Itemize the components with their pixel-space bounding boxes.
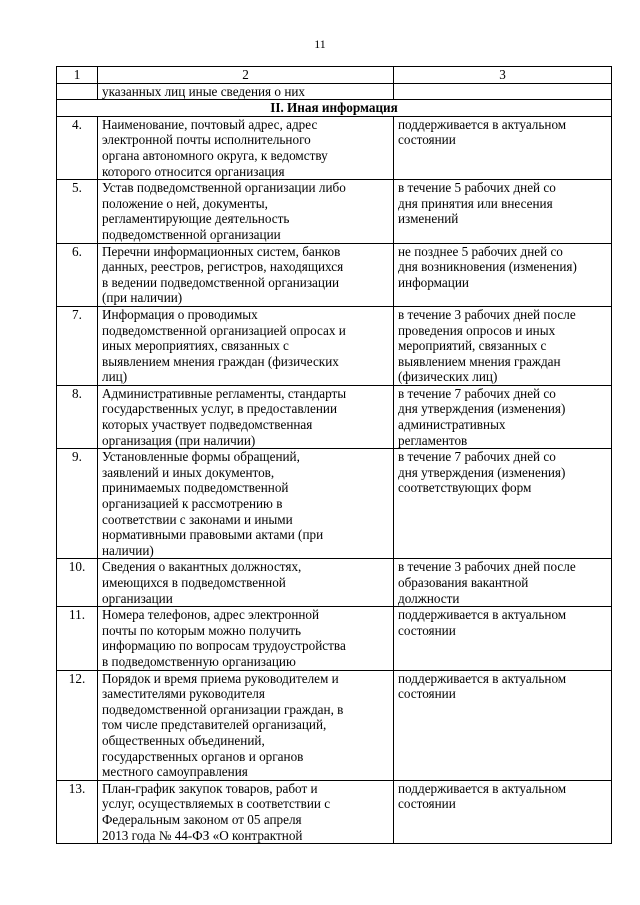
table-row (57, 116, 612, 179)
row-term (394, 306, 612, 385)
row-term (394, 180, 612, 243)
header-col-3: 3 (394, 67, 612, 84)
description-line: услуг, осуществляемых в соответствии с (102, 796, 331, 812)
header-col-1: 1 (57, 67, 98, 84)
description-line: наличии) (102, 542, 154, 558)
description-line: информацию по вопросам трудоустройства (102, 638, 346, 654)
term-line: состоянии (398, 622, 456, 638)
row-description (98, 670, 394, 780)
description-line: имеющихся в подведомственной (102, 575, 286, 590)
description-line: организации (102, 590, 173, 606)
table-row (57, 780, 612, 843)
row-number: 4. (57, 116, 98, 179)
term-line: в течение 3 рабочих дней после (398, 306, 576, 322)
term-line: не позднее 5 рабочих дней со (398, 243, 563, 259)
term-line: регламентов (398, 432, 468, 448)
row-number: 13. (57, 780, 98, 843)
description-line: почты по которым можно получить (102, 622, 302, 638)
description-line: 2013 года № 44-ФЗ «О контрактной (102, 827, 303, 843)
term-line: поддерживается в актуальном (398, 780, 567, 796)
continuation-term-cell (394, 83, 612, 100)
description-line: Административные регламенты, стандарты (102, 385, 347, 401)
description-line: Информация о проводимых (102, 306, 258, 322)
row-number: 7. (57, 306, 98, 385)
description-line: Наименование, почтовый адрес, адрес (102, 116, 318, 132)
row-number: 11. (57, 607, 98, 670)
description-line: Сведения о вакантных должностях, (102, 559, 302, 575)
description-line: в ведении подведомственной организации (102, 274, 340, 290)
description-line: которого относится организация (102, 163, 285, 179)
description-line: заместителями руководителя (102, 686, 265, 702)
description-line: заявлений и иных документов, (102, 464, 275, 480)
description-line: данных, реестров, регистров, находящихся (102, 259, 344, 275)
continuation-row (57, 83, 612, 100)
row-number: 10. (57, 559, 98, 607)
term-line: состоянии (398, 132, 456, 148)
row-description (98, 306, 394, 385)
term-line: образования вакантной (398, 575, 529, 590)
description-line: местного самоуправления (102, 764, 248, 780)
term-line: дня утверждения (изменения) (398, 401, 566, 417)
row-term (394, 607, 612, 670)
description-line: подведомственной организации (102, 226, 281, 242)
row-number: 5. (57, 180, 98, 243)
description-line: План-график закупок товаров, работ и (102, 780, 318, 796)
term-line: поддерживается в актуальном (398, 116, 567, 132)
description-line: регламентирующие деятельность (102, 211, 290, 227)
page-number: 11 (314, 37, 326, 51)
row-description (98, 180, 394, 243)
description-line: лиц) (102, 369, 128, 385)
row-term (394, 449, 612, 559)
term-line: административных (398, 417, 506, 433)
term-line: дня принятия или внесения (398, 195, 553, 211)
table-row (57, 607, 612, 670)
table-row (57, 385, 612, 448)
continuation-text: указанных лиц иные сведения о них (98, 83, 394, 100)
description-line: Федеральным законом от 05 апреля (102, 811, 302, 827)
header-col-2: 2 (98, 67, 394, 84)
term-line: соответствующих форм (398, 480, 532, 496)
term-line: проведения опросов и иных (398, 322, 556, 338)
row-number: 8. (57, 385, 98, 448)
table-row (57, 306, 612, 385)
description-line: организацией к рассмотрению в (102, 496, 283, 512)
description-line: (при наличии) (102, 290, 183, 306)
row-number: 12. (57, 670, 98, 780)
row-term (394, 559, 612, 607)
description-line: Перечни информационных систем, банков (102, 243, 341, 259)
term-line: выявлением мнения граждан (398, 353, 561, 369)
term-line: (физических лиц) (398, 369, 498, 385)
information-table (56, 66, 612, 844)
table-row (57, 180, 612, 243)
term-line: состоянии (398, 686, 456, 702)
description-line: в подведомственную организацию (102, 653, 296, 669)
header-row (57, 67, 612, 84)
description-line: электронной почты исполнительного (102, 132, 311, 148)
description-line: Номера телефонов, адрес электронной (102, 607, 320, 623)
row-number: 6. (57, 243, 98, 306)
table-row (57, 670, 612, 780)
term-line: должности (398, 590, 460, 606)
table-row (57, 449, 612, 559)
row-description (98, 607, 394, 670)
description-line: подведомственной организацией опросах и (102, 322, 346, 338)
row-number: 9. (57, 449, 98, 559)
term-line: в течение 7 рабочих дней со (398, 449, 556, 465)
description-line: Установленные формы обращений, (102, 449, 300, 465)
description-line: органа автономного округа, к ведомству (102, 147, 328, 163)
row-description (98, 780, 394, 843)
description-line: принимаемых подведомственной (102, 480, 289, 496)
row-description (98, 385, 394, 448)
row-term (394, 780, 612, 843)
description-line: Устав подведомственной организации либо (102, 180, 346, 196)
description-line: которых участвует подведомственная (102, 417, 313, 433)
section-row (57, 100, 612, 117)
description-line: выявлением мнения граждан (физических (102, 353, 339, 369)
row-term (394, 243, 612, 306)
row-description (98, 243, 394, 306)
row-term (394, 116, 612, 179)
description-line: нормативными правовыми актами (при (102, 527, 324, 543)
description-line: подведомственной организации граждан, в (102, 701, 344, 717)
description-line: том числе представителей организаций, (102, 717, 327, 733)
description-line: положение о ней, документы, (102, 195, 268, 211)
description-line: организация (при наличии) (102, 432, 256, 448)
term-line: дня возникновения (изменения) (398, 259, 577, 275)
description-line: иных мероприятиях, связанных с (102, 338, 289, 354)
term-line: поддерживается в актуальном (398, 607, 567, 623)
row-description (98, 449, 394, 559)
table-row (57, 559, 612, 607)
description-line: соответствии с законами и иными (102, 511, 293, 527)
continuation-num-cell (57, 83, 98, 100)
row-term (394, 385, 612, 448)
table-row (57, 243, 612, 306)
description-line: государственных органов и органов (102, 748, 304, 764)
term-line: в течение 7 рабочих дней со (398, 385, 556, 401)
term-line: в течение 3 рабочих дней после (398, 559, 576, 575)
row-description (98, 559, 394, 607)
term-line: в течение 5 рабочих дней со (398, 180, 556, 196)
section-title: II. Иная информация (57, 100, 612, 117)
description-line: Порядок и время приема руководителем и (102, 670, 339, 686)
term-line: изменений (398, 211, 459, 227)
row-term (394, 670, 612, 780)
row-description (98, 116, 394, 179)
description-line: государственных услуг, в предоставлении (102, 401, 337, 417)
term-line: состоянии (398, 796, 456, 812)
term-line: мероприятий, связанных с (398, 338, 547, 354)
term-line: дня утверждения (изменения) (398, 464, 566, 480)
description-line: общественных объединений, (102, 732, 265, 748)
term-line: поддерживается в актуальном (398, 670, 567, 686)
term-line: информации (398, 274, 469, 290)
